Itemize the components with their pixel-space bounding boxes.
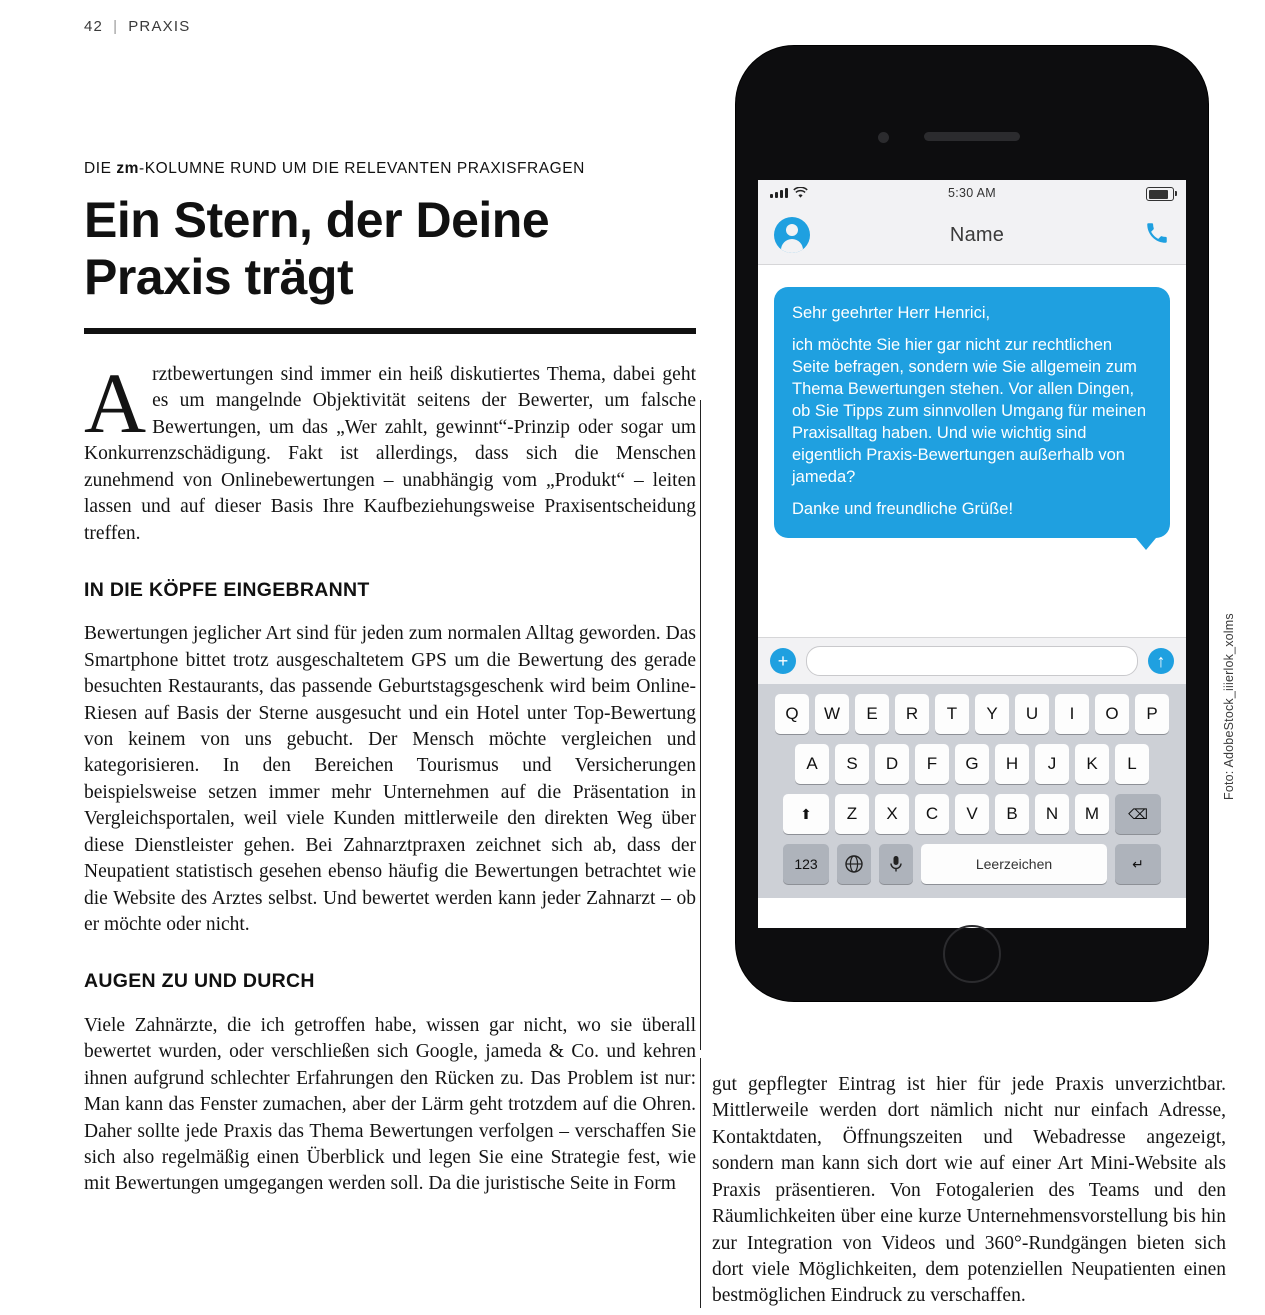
smartphone-illustration — [736, 46, 1208, 1001]
article-body-right — [712, 1072, 1226, 1310]
phone-call-glyph — [1144, 220, 1170, 246]
send-message-button[interactable]: ↑ — [1148, 648, 1174, 674]
headline-line-2: Praxis trägt — [84, 249, 354, 305]
key-o[interactable]: O — [1095, 694, 1129, 734]
headline-rule — [84, 328, 696, 334]
battery-icon — [1146, 187, 1174, 201]
chat-navigation-bar — [758, 206, 1186, 265]
section-name: PRAXIS — [128, 18, 191, 35]
status-time: 5:30 AM — [948, 186, 996, 200]
front-camera-icon — [878, 132, 889, 143]
numbers-key[interactable]: 123 — [783, 844, 829, 884]
key-p[interactable]: P — [1135, 694, 1169, 734]
paragraph-2: Bewertungen jeglicher Art sind für jeden zum normalen Alltag geworden. Das Smartphone bittet trotz ausgeschaltetem GPS um die Bewertung des gerade besuchten Restaurants, das passende Geburtstagsgeschenk wird beim Online-Riesen auf Basis der Sterne ausgesucht und ein Hotel unter Top-Bewertung von keinem von uns gebucht. Der Mensch möchte vergleichen und kategorisieren. In den Bereichen Tourismus und Versicherungen beispielsweise setzen immer mehr Unternehmen auf die Präsentation in Vergleichsportalen, weil viele Kunden mittlerweile den direkten Weg über diese Dienstleister gehen. Bei Zahnarztpraxen zeichnet sich ab, dass der Neupatient statistisch gesehen ebenso häufig die Bewertungen betrachtet wie die Website des Arztes selbst. Und bewertet werden kann jeder Zahnarzt – ob er möchte oder nicht. — [84, 623, 696, 936]
return-key[interactable]: ↵ — [1115, 844, 1161, 884]
add-attachment-button[interactable]: + — [770, 648, 796, 674]
key-h[interactable]: H — [995, 744, 1029, 784]
keyboard-row-2 — [763, 744, 1181, 784]
lead-paragraph — [84, 355, 696, 547]
home-button[interactable] — [943, 925, 1001, 983]
key-k[interactable]: K — [1075, 744, 1109, 784]
key-m[interactable]: M — [1075, 794, 1109, 834]
key-n[interactable]: N — [1035, 794, 1069, 834]
article-left-column — [84, 160, 696, 1198]
key-s[interactable]: S — [835, 744, 869, 784]
photo-credit: Foto: AdobeStock_iiierlok_xolms — [1222, 613, 1236, 800]
key-z[interactable]: Z — [835, 794, 869, 834]
key-y[interactable]: Y — [975, 694, 1009, 734]
phone-call-icon[interactable] — [1144, 220, 1170, 251]
article-kicker — [84, 160, 696, 178]
keyboard-row-3 — [763, 794, 1181, 834]
key-l[interactable]: L — [1115, 744, 1149, 784]
microphone-glyph — [888, 854, 904, 874]
page-title — [84, 192, 696, 306]
drop-cap: A — [84, 355, 147, 451]
lead-paragraph-text: rztbewertungen sind immer ein heiß diskutiertes Thema, dabei geht es um mangelnde Objektivität seitens der Bewerter, um falsche Bewertungen, um das „Wer zahlt, gewinnt“-Prinzip oder sogar um Konkurrenzschädigung. Fakt ist allerdings, dass sich die Menschen zunehmend von Onlinebewertungen – unabhängig vom „Produkt“ – leiten lassen und auf dieser Basis Ihre Kaufbeziehungsweise Praxisentscheidung treffen. — [84, 364, 696, 544]
keyboard-row-1 — [763, 694, 1181, 734]
message-line-2: ich möchte Sie hier gar nicht zur rechtlichen Seite befragen, sondern wie Sie allgemein zum Thema Bewertungen stehen. Vor allen Dingen, ob Sie Tipps zum sinnvollen Umgang für meinen Praxisalltag haben. Und wie wichtig sind eigentlich Praxis-Bewertungen außerhalb von jameda? — [792, 335, 1147, 486]
subheading-2: AUGEN ZU UND DURCH — [84, 970, 315, 993]
microphone-icon[interactable] — [879, 844, 913, 884]
space-key[interactable]: Leerzeichen — [921, 844, 1107, 884]
key-i[interactable]: I — [1055, 694, 1089, 734]
key-a[interactable]: A — [795, 744, 829, 784]
contact-avatar-icon[interactable] — [774, 217, 810, 253]
key-r[interactable]: R — [895, 694, 929, 734]
key-w[interactable]: W — [815, 694, 849, 734]
key-u[interactable]: U — [1015, 694, 1049, 734]
contact-name: Name — [949, 223, 1005, 246]
key-t[interactable]: T — [935, 694, 969, 734]
backspace-key[interactable]: ⌫ — [1115, 794, 1161, 834]
key-b[interactable]: B — [995, 794, 1029, 834]
kicker-part-2: -KOLUMNE RUND UM DIE RELEVANTEN PRAXISFRAGEN — [139, 160, 585, 177]
kicker-part-1: DIE — [84, 160, 117, 177]
article-body-left — [84, 355, 696, 1198]
article-right-column — [712, 1072, 1226, 1310]
globe-icon[interactable] — [837, 844, 871, 884]
chat-message-area — [758, 265, 1186, 637]
message-line-3: Danke und freundliche Grüße! — [792, 499, 1014, 518]
paragraph-3: Viele Zahnärzte, die ich getroffen habe, wissen gar nicht, wo sie überall bewertet wurden, oder verschließen sich Google, jameda & Co. und kehren ihnen aufgrund schlechter Erfahrungen den Rücken zu. Das Problem ist nur: Man kann das Fenster zumachen, aber der Lärm geht trotzdem auf die Ohren. Daher sollte jede Praxis das Thema Bewertungen verfolgen – verschaffen Sie sich also regelmäßig einen Überblick und legen Sie eine Strategie fest, wie mit Bewertungen umgegangen werden soll. Da die juristische Seite in Form — [84, 1014, 696, 1195]
key-q[interactable]: Q — [775, 694, 809, 734]
keyboard-row-4 — [763, 844, 1181, 884]
status-bar — [758, 180, 1186, 206]
key-v[interactable]: V — [955, 794, 989, 834]
key-g[interactable]: G — [955, 744, 989, 784]
header-separator: | — [113, 18, 119, 35]
globe-glyph — [844, 854, 864, 874]
column-divider-bottom — [700, 1058, 701, 1308]
key-j[interactable]: J — [1035, 744, 1069, 784]
headline-line-1: Ein Stern, der Deine — [84, 192, 550, 248]
message-input[interactable] — [806, 646, 1138, 676]
kicker-brand: zm — [116, 160, 139, 177]
key-x[interactable]: X — [875, 794, 909, 834]
key-f[interactable]: F — [915, 744, 949, 784]
shift-key[interactable]: ⬆ — [783, 794, 829, 834]
paragraph-right: gut gepflegter Eintrag ist hier für jede Praxis unverzichtbar. Mittlerweile werden dort nämlich nicht nur einfach Adresse, Kontaktdaten, Öffnungszeiten und Webadresse angezeigt, sondern man kann sich dort wie auf einer Art Mini-Website als Praxis präsentieren. Von Fotogalerien des Teams und den Räumlichkeiten über eine kurze Unternehmensvorstellung bis hin zur Integration von Videos und 360°-Rundgängen bieten sich dort viele Möglichkeiten, dem potenziellen Neupatienten einen bestmöglichen Eindruck zu verschaffen. — [712, 1074, 1226, 1307]
subheading-1: IN DIE KÖPFE EINGEBRANNT — [84, 578, 370, 601]
page-number: 42 — [84, 18, 104, 35]
key-c[interactable]: C — [915, 794, 949, 834]
earpiece-speaker — [924, 132, 1020, 141]
phone-screen — [758, 180, 1186, 928]
on-screen-keyboard — [758, 684, 1186, 898]
key-e[interactable]: E — [855, 694, 889, 734]
message-input-row — [758, 637, 1186, 684]
chat-bubble-outgoing — [774, 287, 1170, 538]
page-header — [84, 18, 190, 35]
key-d[interactable]: D — [875, 744, 909, 784]
column-divider-top — [700, 400, 701, 1050]
message-line-1: Sehr geehrter Herr Henrici, — [792, 304, 991, 322]
